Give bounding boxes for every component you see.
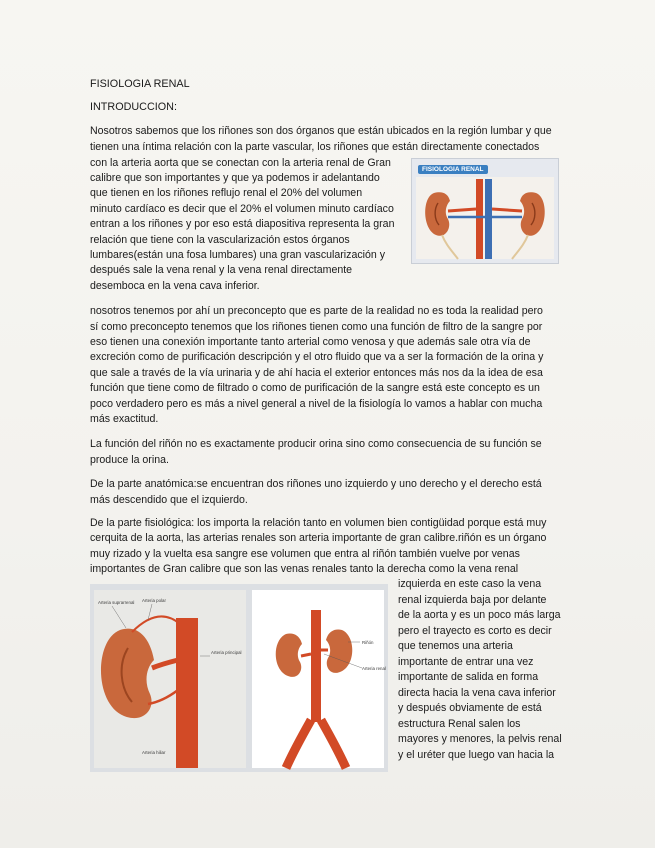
text-line: De la parte anatómica:se encuentran dos riñones uno izquierdo y uno derecho y el derecho está <box>90 478 542 490</box>
document-title: FISIOLOGIA RENAL <box>90 78 190 90</box>
label-polar: Arteria polar <box>142 598 166 603</box>
text-line: lumbares(están una fosa lumbares) una gran vascularización y <box>90 249 386 261</box>
text-line: y el uréter que luego van hacia la <box>398 749 555 761</box>
text-line: excreción como de purificación descripción y el otro fluido que va a ser la formación de la orina y <box>90 351 544 363</box>
text-line: después sale la vena renal y la vena renal directamente <box>90 264 353 276</box>
figure-renal-physiology <box>411 158 559 264</box>
text-line: que tenemos una arteria <box>398 640 513 652</box>
label-suprarrenal: Arteria suprarrenal <box>98 600 135 605</box>
text-line: que tienen en los riñones reflujo renal el 20% del volumen <box>90 187 363 199</box>
text-line: estructura Renal salen los <box>398 718 521 730</box>
text-line: directa hacia la vena cava inferior <box>398 687 556 699</box>
text-line: poco verdadero pero es más a nivel general a nivel de la fisiología lo vamos a hablar con mucha <box>90 398 543 410</box>
text-line: función que tiene como de filtrado o como de purificación de la sangre está este concepto es un <box>90 382 540 394</box>
figure1-title: FISIOLOGIA RENAL <box>418 165 488 174</box>
text-line: muy rizado y la vuelta esa sangre ese volumen que entra al riñón también vuelve por venas <box>90 548 520 560</box>
text-line: nosotros tenemos por ahí un preconcepto que es parte de la realidad no es toda la realidad pero <box>90 305 543 317</box>
renal-artery-diagram-icon <box>90 584 388 772</box>
text-line: importante de entrar una vez <box>398 656 534 668</box>
text-line: más exactitud. <box>90 413 159 425</box>
text-line: calibre que son importantes y que ya podemos ir adelantando <box>90 172 380 184</box>
text-line: mayores y menores, la pelvis renal <box>398 733 562 745</box>
text-line: cerquita de la aorta, las arterias renales son arteria importante de gran calibre.riñón es un órgano <box>90 532 547 544</box>
text-line: De la parte fisiológica: los importa la relación tanto en volumen bien contigüidad porque está muy <box>90 517 547 529</box>
text-line: La función del riñón no es exactamente producir orina sino como consecuencia de su función se <box>90 438 542 450</box>
text-line: que sale a través de la vía urinaria y de ahí hacia el exterior entonces más nos da la idea de esa <box>90 367 543 379</box>
text-line: Nosotros sabemos que los riñones son dos órganos que están ubicados en la región lumbar y que <box>90 125 552 137</box>
text-line: entran a los riñones y por eso está diapositiva representa la gran <box>90 218 395 230</box>
kidney-illustration-icon <box>412 159 558 263</box>
text-line: minuto cardíaco es decir que el 20% el volumen minuto cardíaco <box>90 203 394 215</box>
text-line: importante de salida en forma <box>398 671 539 683</box>
label-principal: Arteria principal <box>211 650 242 655</box>
text-line: y después obviamente de está <box>398 702 542 714</box>
label-hiliar: Arteria hiliar <box>142 750 166 755</box>
text-line: con la arteria aorta que se conectan con la arteria renal de Gran <box>90 157 391 169</box>
label-arteria-renal: Arteria renal <box>362 666 386 671</box>
text-line: desemboca en la vena cava inferior. <box>90 280 260 292</box>
label-rinon: Riñón <box>362 640 374 645</box>
intro-heading: INTRODUCCION: <box>90 101 177 113</box>
figure-renal-arteries <box>90 584 388 772</box>
text-line: sí como preconcepto tenemos que los riñones tienen como una función de filtro de la sangre por <box>90 321 543 333</box>
text-line: eso tienen una conexión importante tanto arterial como venosa y que además sale otra vía de <box>90 336 531 348</box>
text-line: tienen una íntima relación con la parte vascular, los riñones que están directamente conectados <box>90 141 540 153</box>
text-line: relación que tiene con la vascularización estos órganos <box>90 234 350 246</box>
text-line: más descendido que el izquierdo. <box>90 494 248 506</box>
text-line: de la aorta y es un poco más larga <box>398 609 561 621</box>
text-line: izquierda en este caso la vena <box>398 578 542 590</box>
text-line: pero el trayecto es corto es decir <box>398 625 552 637</box>
text-line: produce la orina. <box>90 454 169 466</box>
text-line: importantes de Gran calibre que son las venas renales tanto la derecha como la vena renal <box>90 563 519 575</box>
text-line: renal izquierda baja por delante <box>398 594 547 606</box>
